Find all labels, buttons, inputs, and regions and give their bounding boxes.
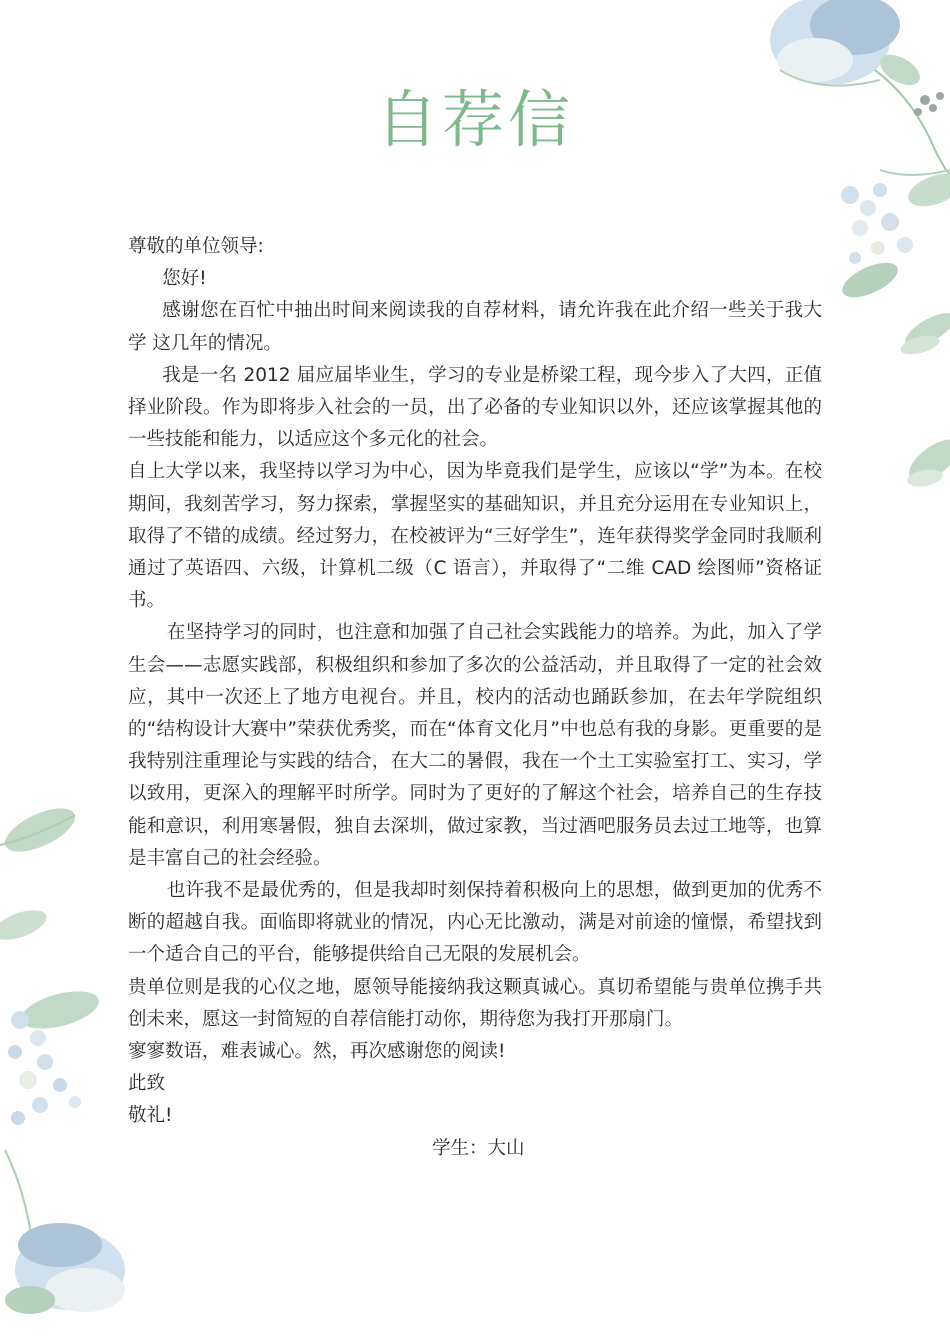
paragraph: 我是一名 2012 届应届毕业生，学习的专业是桥梁工程，现今步入了大四，正值择业阶段。作为即将步入社会的一员，出了必备的专业知识以外，还应该掌握其他的一些技能和能力，以适应这个多元化的社会。 — [128, 364, 822, 451]
paragraph: 感谢您在百忙中抽出时间来阅读我的自荐材料，请允许我在此介绍一些关于我大学 这几年的情况。 — [128, 300, 822, 354]
salutation: 尊敬的单位领导: — [128, 236, 264, 257]
letter-title: 自荐信 — [375, 83, 574, 156]
paragraph: 自上大学以来，我坚持以学习为中心，因为毕竟我们是学生，应该以“学”为本。在校期间，我刻苦学习，努力探索，掌握坚实的基础知识，并且充分运用在专业知识上，取得了不错的成绩。经过努力，在校被评为“三好学生”，连年获得奖学金同时我顺利通过了英语四、六级，计算机二级（C 语言），并取得了“二维 CAD 绘图师”资格证书。 — [128, 461, 822, 612]
closing-line-1: 此致 — [128, 1073, 166, 1095]
paragraph: 在坚持学习的同时，也注意和加强了自己社会实践能力的培养。为此，加入了学生会——志愿实践部，积极组织和参加了多次的公益活动，并且取得了一定的社会效应，其中一次还上了地方电视台。并且，校内的活动也踊跃参加，在去年学院组织的“结构设计大赛中”荣获优秀奖，而在“体育文化月”中也总有我的身影。更重要的是我特别注重理论与实践的结合，在大二的暑假，我在一个土工实验室打工、实习，学以致用，更深入的理解平时所学。同时为了更好的了解这个社会，培养自己的生存技能和意识，利用寒暑假，独自去深圳，做过家教，当过酒吧服务员去过工地等，也算是丰富自己的社会经验。 — [128, 622, 822, 869]
paragraph: 也许我不是最优秀的，但是我却时刻保持着积极向上的思想，做到更加的优秀不断的超越自我。面临即将就业的情况，内心无比激动，满是对前途的憧憬，希望找到一个适合自己的平台，能够提供给自己无限的发展机会。 — [128, 880, 822, 966]
signature: 学生：大山 — [432, 1137, 525, 1159]
paragraph: 寥寥数语，难表诚心。然，再次感谢您的阅读! — [128, 1041, 506, 1063]
closing-line-2: 敬礼! — [128, 1105, 173, 1127]
floral-decoration-bottom-left — [0, 800, 140, 1344]
greeting: 您好! — [162, 268, 207, 290]
paragraph: 贵单位则是我的心仪之地，愿领导能接纳我这颗真诚心。真切希望能与贵单位携手共创未来，愿这一封简短的自荐信能打动你，期待您为我打开那扇门。 — [128, 976, 822, 1030]
letter-body — [128, 231, 822, 1165]
